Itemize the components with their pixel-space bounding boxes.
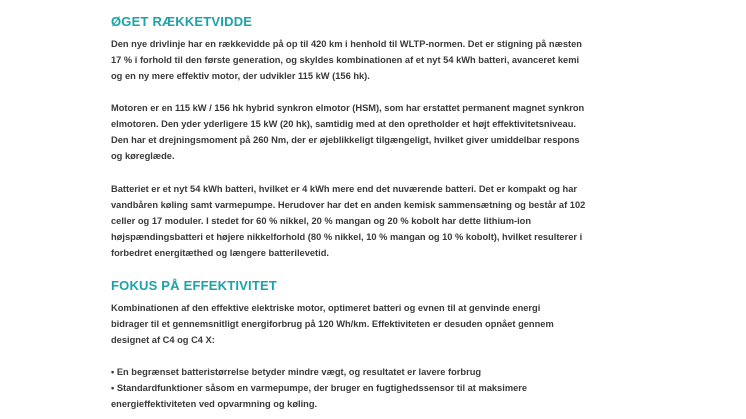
text-line: og en ny mere effektiv motor, der udvikler 115 kW (156 hk).: [111, 71, 370, 81]
text-line: Kombinationen af den effektive elektriske motor, optimeret batteri og evnen til at genvinde energi: [111, 303, 541, 313]
text-line: celler og 17 moduler. I stedet for 60 % nikkel, 20 % mangan og 20 % kobolt har dette lithium-ion: [111, 216, 532, 226]
paragraph-battery: [111, 181, 691, 261]
list-item: • En begrænset batteristørrelse betyder mindre vægt, og resultatet er lavere forbrug: [111, 367, 482, 377]
section-heading-efficiency: FOKUS PÅ EFFEKTIVITET: [111, 278, 277, 293]
text-line: og køreglæde.: [111, 151, 175, 161]
text-line: Den har et drejningsmoment på 260 Nm, der er øjeblikkeligt tilgængeligt, hvilket giver umiddelbar respons: [111, 135, 580, 145]
paragraph-range-intro: [111, 36, 691, 84]
section-heading-range: ØGET RÆKKETVIDDE: [111, 14, 253, 29]
text-line: bidrager til et gennemsnitligt energiforbrug på 120 Wh/km. Effektiviteten er desuden opnået gennem: [111, 319, 554, 329]
text-line: Batteriet er et nyt 54 kWh batteri, hvilket er 4 kWh mere end det nuværende batteri. Det er kompakt og har: [111, 184, 578, 194]
text-line: forbedret energitæthed og længere batterilevetid.: [111, 248, 329, 258]
text-line: 17 % i forhold til den første generation, og skyldes kombinationen af et nyt 54 kWh batteri, avanceret kemi: [111, 55, 580, 65]
text-line: højspændingsbatteri et højere nikkelforhold (80 % nikkel, 10 % mangan og 10 % kobolt), hvilket resulterer i: [111, 232, 583, 242]
text-line: Motoren er en 115 kW / 156 hk hybrid synkron elmotor (HSM), som har erstattet permanent magnet synkron: [111, 103, 585, 113]
text-line: designet af C4 og C4 X:: [111, 335, 215, 345]
text-line: elmotoren. Den yder yderligere 15 kW (20 hk), samtidig med at den opretholder et højt effektivitetsniveau.: [111, 119, 576, 129]
paragraph-efficiency-intro: [111, 300, 691, 348]
bullet-list-efficiency: [111, 364, 691, 412]
list-item: • Standardfunktioner såsom en varmepumpe, der bruger en fugtighedssensor til at maksimere: [111, 383, 528, 393]
text-line: vandbåren køling samt varmepumpe. Herudover har det en anden kemisk sammensætning og består af 102: [111, 200, 586, 210]
text-line: Den nye drivlinje har en rækkevidde på op til 420 km i henhold til WLTP-normen. Det er stigning på næsten: [111, 39, 582, 49]
paragraph-motor: [111, 100, 691, 164]
list-item: energieffektiviteten ved opvarmning og køling.: [111, 399, 318, 409]
